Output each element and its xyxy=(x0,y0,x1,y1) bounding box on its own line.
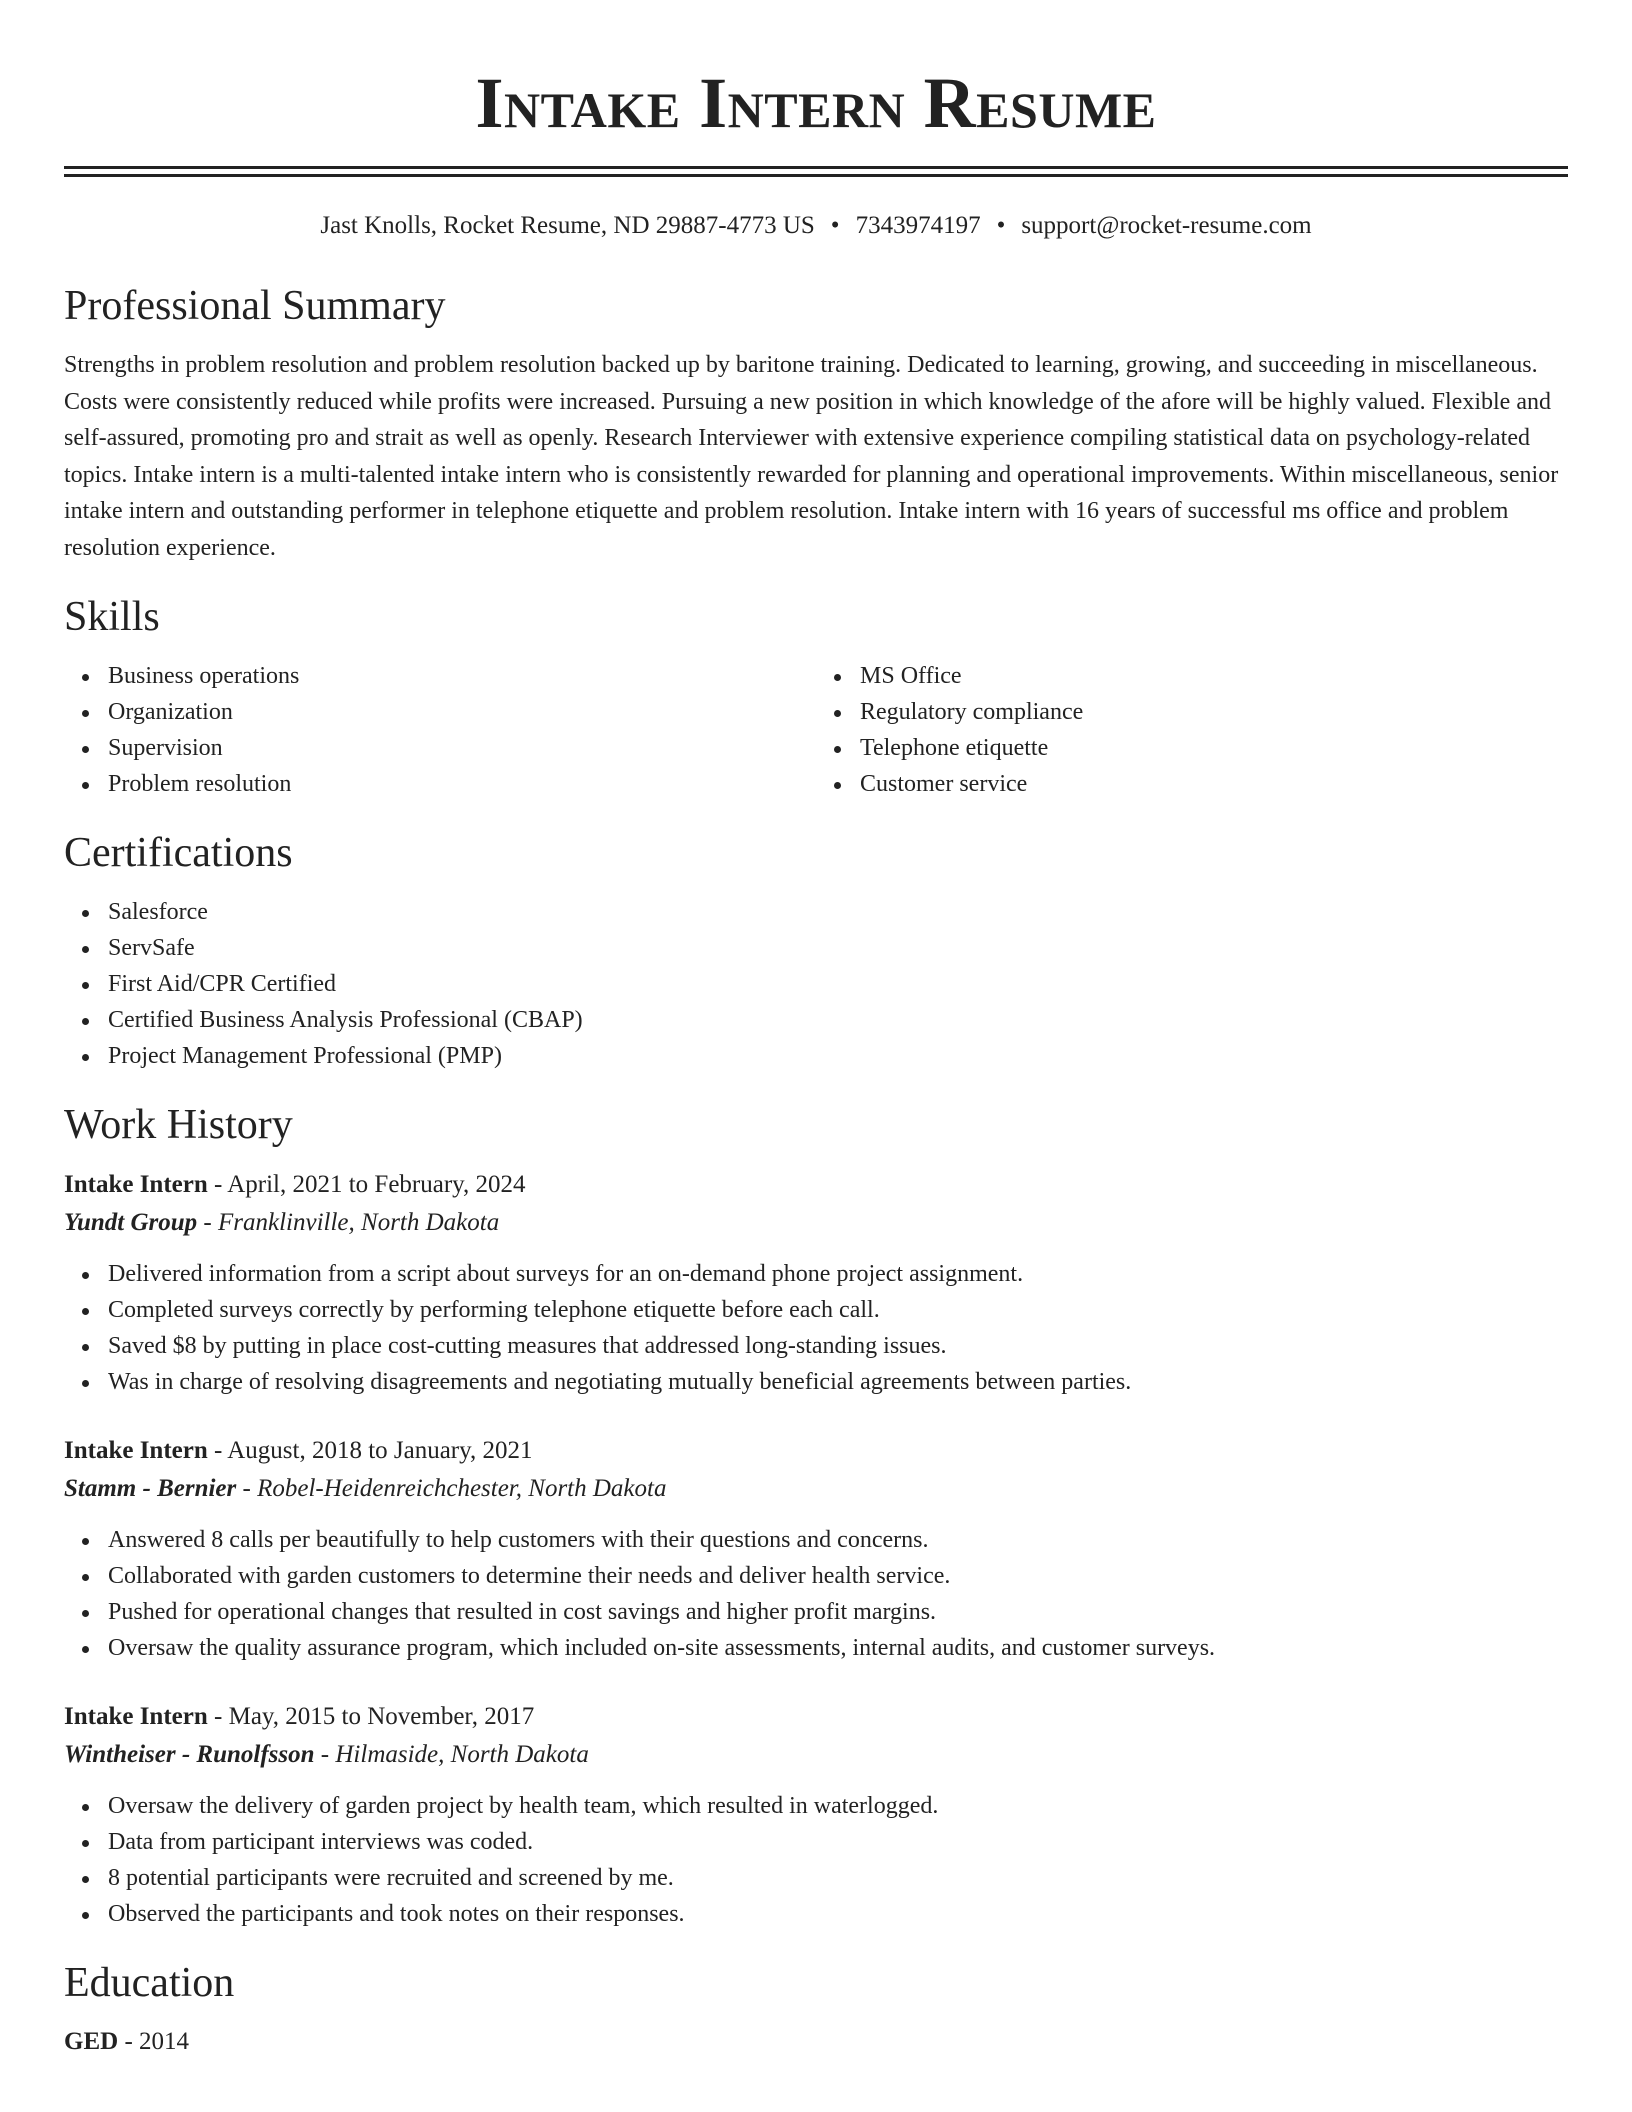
skill-item: Regulatory compliance xyxy=(860,694,1568,730)
job-bullet: Oversaw the delivery of garden project by health team, which resulted in waterlogged. xyxy=(108,1788,1568,1824)
contact-line xyxy=(64,211,1568,241)
skill-item: Customer service xyxy=(860,766,1568,802)
skill-item: Organization xyxy=(108,694,816,730)
job-bullet: Saved $8 by putting in place cost-cutting measures that addressed long-standing issues. xyxy=(108,1328,1568,1364)
skills-heading: Skills xyxy=(64,594,160,640)
job-location: - Franklinville, North Dakota xyxy=(197,1209,500,1236)
contact-separator: • xyxy=(996,212,1006,239)
skill-item: Business operations xyxy=(108,658,816,694)
job-bullets xyxy=(64,1788,1568,1932)
education-entry xyxy=(64,2024,1568,2060)
job-entry xyxy=(64,1698,1568,1932)
job-title: Intake Intern xyxy=(64,1437,208,1464)
job-title: Intake Intern xyxy=(64,1703,208,1730)
job-title-line xyxy=(64,1166,1568,1204)
job-bullet: Observed the participants and took notes on their responses. xyxy=(108,1896,1568,1932)
resume-page xyxy=(64,0,1568,2060)
summary-text: Strengths in problem resolution and problem resolution backed up by baritone training. Dedicated to learning, growing, and succeeding in miscellaneous. Costs were consistently reduced while profits were increased. Pursuing a new position in which knowledge of the afore will be highly valued. Flexible and self-assured, promoting pro and strait as well as openly. Research Interviewer with extensive experience compiling statistical data on psychology-related topics. Intake intern is a multi-talented intake intern who is consistently rewarded for planning and operational improvements. Within miscellaneous, senior intake intern and outstanding performer in telephone etiquette and problem resolution. Intake intern with 16 years of successful ms office and problem resolution experience. xyxy=(64,352,1559,561)
education-year: - 2014 xyxy=(118,2028,190,2055)
job-bullet: Oversaw the quality assurance program, which included on-site assessments, internal audits, and customer surveys. xyxy=(108,1630,1568,1666)
skill-item: MS Office xyxy=(860,658,1568,694)
job-company-line xyxy=(64,1470,1568,1508)
certification-item: Project Management Professional (PMP) xyxy=(108,1038,1568,1074)
certifications-heading: Certifications xyxy=(64,830,293,876)
job-bullet: Delivered information from a script about surveys for an on-demand phone project assignment. xyxy=(108,1256,1568,1292)
summary-heading: Professional Summary xyxy=(64,283,446,329)
job-location: - Hilmaside, North Dakota xyxy=(314,1741,589,1768)
contact-address: Jast Knolls, Rocket Resume, ND 29887-4773 US xyxy=(320,212,815,239)
certification-item: Salesforce xyxy=(108,894,1568,930)
job-dates: - May, 2015 to November, 2017 xyxy=(207,1703,535,1730)
contact-phone: 7343974197 xyxy=(855,212,981,239)
contact-email: support@rocket-resume.com xyxy=(1021,212,1312,239)
certification-item: ServSafe xyxy=(108,930,1568,966)
job-bullet: Was in charge of resolving disagreements and negotiating mutually beneficial agreements between parties. xyxy=(108,1364,1568,1400)
skill-item: Supervision xyxy=(108,730,816,766)
work-history-heading: Work History xyxy=(64,1102,293,1148)
job-bullet: 8 potential participants were recruited and screened by me. xyxy=(108,1860,1568,1896)
job-dates: - April, 2021 to February, 2024 xyxy=(207,1171,526,1198)
job-title: Intake Intern xyxy=(64,1171,208,1198)
skills-right-list xyxy=(816,658,1568,802)
job-bullet: Pushed for operational changes that resulted in cost savings and higher profit margins. xyxy=(108,1594,1568,1630)
job-entry xyxy=(64,1166,1568,1400)
job-company: Wintheiser - Runolfsson xyxy=(64,1741,315,1768)
certification-item: Certified Business Analysis Professional (CBAP) xyxy=(108,1002,1568,1038)
skills-columns xyxy=(64,658,1568,802)
job-bullet: Data from participant interviews was coded. xyxy=(108,1824,1568,1860)
certification-item: First Aid/CPR Certified xyxy=(108,966,1568,1002)
skill-item: Telephone etiquette xyxy=(860,730,1568,766)
job-company-line xyxy=(64,1204,1568,1242)
skills-left-list xyxy=(64,658,816,802)
job-entry xyxy=(64,1432,1568,1666)
education-heading: Education xyxy=(64,1960,235,2006)
title-divider xyxy=(64,166,1568,177)
job-title-line xyxy=(64,1698,1568,1736)
job-bullets xyxy=(64,1522,1568,1666)
job-company: Stamm - Bernier xyxy=(64,1475,237,1502)
job-bullet: Answered 8 calls per beautifully to help customers with their questions and concerns. xyxy=(108,1522,1568,1558)
job-bullets xyxy=(64,1256,1568,1400)
job-bullet: Collaborated with garden customers to determine their needs and deliver health service. xyxy=(108,1558,1568,1594)
certifications-list xyxy=(64,894,1568,1074)
job-company-line xyxy=(64,1736,1568,1774)
resume-title: Intake Intern Resume xyxy=(475,63,1157,143)
job-title-line xyxy=(64,1432,1568,1470)
job-bullet: Completed surveys correctly by performing telephone etiquette before each call. xyxy=(108,1292,1568,1328)
contact-separator: • xyxy=(830,212,840,239)
job-dates: - August, 2018 to January, 2021 xyxy=(207,1437,533,1464)
skill-item: Problem resolution xyxy=(108,766,816,802)
education-degree: GED xyxy=(64,2028,119,2055)
job-company: Yundt Group xyxy=(64,1209,198,1236)
job-location: - Robel-Heidenreichchester, North Dakota xyxy=(236,1475,667,1502)
